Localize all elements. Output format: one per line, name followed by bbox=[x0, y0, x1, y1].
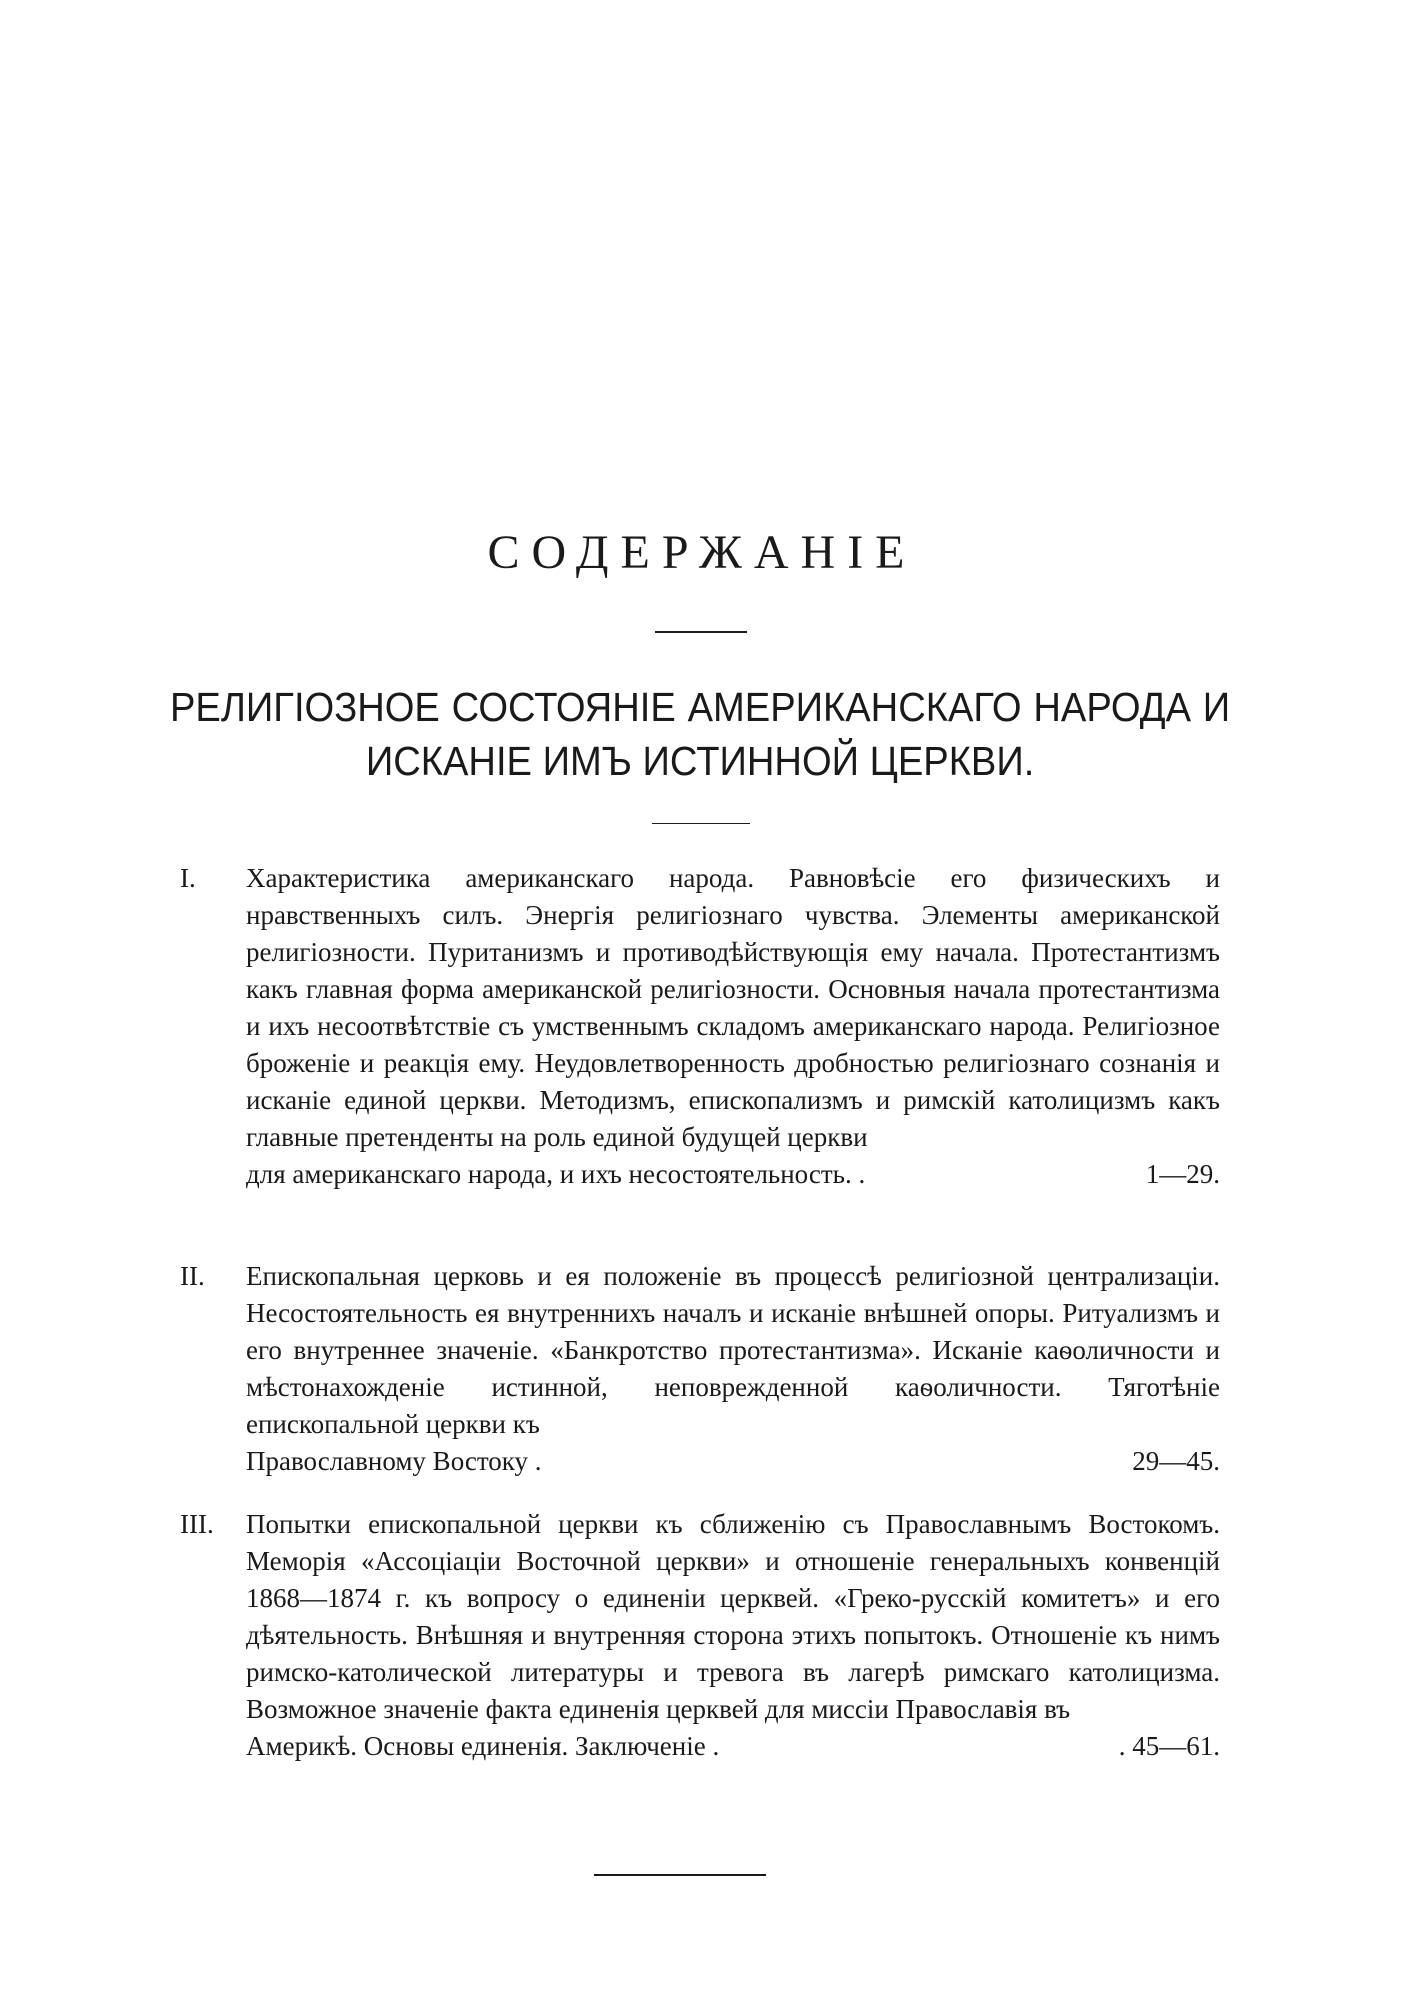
section-last-line: для американскаго народа, и ихъ несостоятельность. . bbox=[246, 1159, 866, 1189]
page-title: СОДЕРЖАНІЕ bbox=[487, 526, 917, 579]
section-last-line: Америкѣ. Основы единенія. Заключеніе . bbox=[246, 1731, 720, 1761]
section-text: Епископальная церковь и ея положеніе въ процессѣ религіозной централизаціи. Несостоятельность ея внутреннихъ началъ и исканіе внѣшней опоры. Ритуализмъ и его внутреннее значеніе. «Банкротство протестантизма». Исканіе каѳоличности и мѣстонахожденіе истинной, неповрежденной каѳоличности. Тяготѣніе епископальной церкви къ bbox=[246, 1261, 1220, 1439]
section-text: Попытки епископальной церкви къ сближенію съ Православнымъ Востокомъ. Меморія «Ассоціаціи Восточной церкви» и отношеніе генеральныхъ конвенцій 1868—1874 г. къ вопросу о единеніи церквей. «Греко-русскій комитетъ» и его дѣятельность. Внѣшняя и внутренняя сторона этихъ попытокъ. Отношеніе къ нимъ римско-католической литературы и тревога въ лагерѣ римскаго католицизма. Возможное значеніе факта единенія церквей для миссіи Православія въ bbox=[246, 1509, 1220, 1724]
section-pages: 29—45. bbox=[1132, 1446, 1220, 1476]
closing-divider bbox=[594, 1874, 766, 1876]
toc-section-2 bbox=[180, 1258, 1220, 1480]
section-pages: 1—29. bbox=[1145, 1159, 1220, 1189]
toc-section-3 bbox=[180, 1506, 1220, 1765]
section-last-line: Православному Востоку . bbox=[246, 1446, 542, 1476]
book-subtitle bbox=[170, 680, 1230, 788]
section-pages: . 45—61. bbox=[1118, 1731, 1220, 1761]
subtitle-line-1: РЕЛИГІОЗНОЕ СОСТОЯНІЕ АМЕРИКАНСКАГО НАРОДА И bbox=[170, 684, 1231, 730]
section-text: Характеристика американскаго народа. Равновѣсіе его физическихъ и нравственныхъ силъ. Энергія религіознаго чувства. Элементы американской религіозности. Пуританизмъ и противодѣйствующія ему начала. Протестантизмъ какъ главная форма американской религіозности. Основныя начала протестантизма и ихъ несоотвѣтствіе съ умственнымъ складомъ американскаго народа. Религіозное броженіе и реакція ему. Неудовлетворенность дробностью религіознаго сознанія и исканіе единой церкви. Методизмъ, епископализмъ и римскій католицизмъ какъ главные претенденты на роль единой будущей церкви bbox=[246, 863, 1220, 1152]
title-divider bbox=[655, 631, 747, 633]
section-number: II. bbox=[180, 1261, 205, 1291]
section-number: III. bbox=[180, 1509, 214, 1539]
section-number: I. bbox=[180, 863, 196, 893]
toc-section-1 bbox=[180, 860, 1220, 1193]
subtitle-divider bbox=[652, 823, 750, 824]
subtitle-line-2: ИСКАНІЕ ИМЪ ИСТИННОЙ ЦЕРКВИ. bbox=[365, 738, 1035, 784]
